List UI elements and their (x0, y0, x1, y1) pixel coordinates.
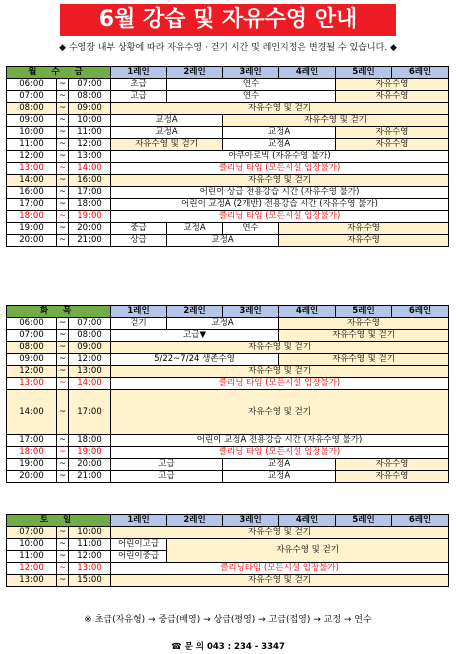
start-time: 17:00 (7, 435, 57, 447)
table-row: 14:00 ~ 16:00 자유수영 및 걷기 (7, 175, 449, 187)
end-time: 14:00 (69, 163, 111, 175)
free-swim-cell: 자유수영 및 걷기 (167, 539, 449, 563)
lane-header: 4레인 (279, 515, 336, 527)
table-row: 19:00 ~ 20:00 중급 교정A 연수 자유수영 (7, 223, 449, 235)
table-row: 07:00 ~ 10:00 자유수영 및 걷기 (7, 527, 449, 539)
lane-header: 2레인 (167, 306, 223, 318)
schedule-table-sat (6, 514, 449, 587)
lane-header: 4레인 (279, 67, 336, 79)
start-time: 10:00 (7, 127, 57, 139)
free-swim-cell: 자유수영 (336, 139, 449, 151)
start-time: 11:00 (7, 551, 57, 563)
end-time: 12:00 (69, 139, 111, 151)
end-time: 10:00 (69, 115, 111, 127)
end-time: 11:00 (69, 539, 111, 551)
class-cell: 어린이중급 (111, 551, 167, 563)
start-time: 06:00 (7, 318, 57, 330)
start-time: 18:00 (7, 447, 57, 459)
lane-header: 5레인 (336, 67, 392, 79)
class-cell: 교정A (111, 127, 223, 139)
free-swim-cell: 자유수영 및 걷기 (111, 139, 223, 151)
start-time: 08:00 (7, 103, 57, 115)
free-swim-cell: 자유수영 (336, 471, 449, 483)
cleaning-cell: 클리닝 타임 (모든시설 입장불가) (111, 378, 449, 390)
class-cell: 교정A (223, 459, 336, 471)
end-time: 12:00 (69, 354, 111, 366)
start-time: 09:00 (7, 115, 57, 127)
start-time: 09:00 (7, 354, 57, 366)
table-row: 19:00 ~ 20:00 고급 교정A 자유수영 (7, 459, 449, 471)
start-time: 19:00 (7, 459, 57, 471)
table-row: 11:00 ~ 12:00 어린이중급 (7, 551, 449, 563)
lane-header: 4레인 (279, 306, 336, 318)
free-swim-cell: 자유수영 (336, 127, 449, 139)
class-cell: 교정A (223, 127, 336, 139)
lane-header: 1레인 (111, 515, 167, 527)
lane-header: 2레인 (167, 515, 223, 527)
free-swim-cell: 자유수영 및 걷기 (279, 330, 449, 342)
lane-header: 3레인 (223, 515, 279, 527)
free-swim-cell: 자유수영 및 걷기 (111, 527, 449, 539)
end-time: 21:00 (69, 235, 111, 247)
class-cell: 아쿠아로빅 (자유수영 불가) (111, 151, 449, 163)
table-row: 09:00 ~ 10:00 교정A 자유수영 및 걷기 (7, 115, 449, 127)
free-swim-cell: 자유수영 및 걷기 (111, 366, 449, 378)
end-time: 09:00 (69, 342, 111, 354)
table-row: 17:00 ~ 18:00 어린이 교정A 전용강습 시간 (자유수영 불가) (7, 435, 449, 447)
class-cell: 교정A (223, 139, 336, 151)
notice-text: ◆ 수영장 내부 상황에 따라 자유수영 · 걷기 시간 및 레인지정은 변경될 수 있습니다. ◆ (59, 43, 397, 53)
start-time: 16:00 (7, 187, 57, 199)
table-row: 09:00 ~ 12:00 5/22~7/24 생존수영 자유수영 및 걷기 (7, 354, 449, 366)
end-time: 11:00 (69, 127, 111, 139)
table-row: 07:00 ~ 08:00 고급▼ 자유수영 및 걷기 (7, 330, 449, 342)
contact-phone: ☎ 문 의 043 : 234 - 3347 (171, 642, 285, 652)
start-time: 13:00 (7, 163, 57, 175)
end-time: 08:00 (69, 91, 111, 103)
cleaning-cell: 클리닝 타임 (모든시설 입장불가) (111, 447, 449, 459)
class-cell: 5/22~7/24 생존수영 (111, 354, 279, 366)
day-header-wmf: 월 수 금 (7, 67, 111, 79)
table-row: 06:00 ~ 07:00 걷기 교정A 자유수영 (7, 318, 449, 330)
lane-header: 1레인 (111, 306, 167, 318)
free-swim-cell: 자유수영 및 걷기 (111, 342, 449, 354)
start-time: 18:00 (7, 211, 57, 223)
class-cell: 걷기 (111, 318, 167, 330)
start-time: 07:00 (7, 91, 57, 103)
class-cell: 교정A (167, 318, 279, 330)
class-cell: 초급 (111, 79, 167, 91)
start-time: 14:00 (7, 175, 57, 187)
class-cell: 고급 (111, 471, 223, 483)
lane-header: 2레인 (167, 67, 223, 79)
end-time: 13:00 (69, 151, 111, 163)
start-time: 12:00 (7, 151, 57, 163)
class-cell: 교정A (167, 235, 279, 247)
end-time: 12:00 (69, 551, 111, 563)
table-row: 18:00 ~ 19:00 클리닝 타임 (모든시설 입장불가) (7, 447, 449, 459)
lane-header: 6레인 (392, 515, 449, 527)
class-cell: 교정A (223, 471, 336, 483)
start-time: 13:00 (7, 378, 57, 390)
end-time: 15:00 (69, 575, 111, 587)
class-cell: 상급 (111, 235, 167, 247)
start-time: 06:00 (7, 79, 57, 91)
start-time: 11:00 (7, 139, 57, 151)
table-row: 10:00 ~ 11:00 교정A 교정A 자유수영 (7, 127, 449, 139)
start-time: 12:00 (7, 366, 57, 378)
table-row: 06:00 ~ 07:00 초급 연수 자유수영 (7, 79, 449, 91)
class-cell: 어린이 상급 전용강습 시간 (자유수영 불가) (111, 187, 449, 199)
end-time: 18:00 (69, 435, 111, 447)
lane-header: 1레인 (111, 67, 167, 79)
table-row: 18:00 ~ 19:00 클리닝 타임 (모든시설 입장불가) (7, 211, 449, 223)
start-time: 07:00 (7, 330, 57, 342)
table-row: 08:00 ~ 09:00 자유수영 및 걷기 (7, 103, 449, 115)
end-time: 07:00 (69, 318, 111, 330)
free-swim-cell: 자유수영 및 걷기 (279, 354, 449, 366)
start-time: 20:00 (7, 235, 57, 247)
end-time: 13:00 (69, 563, 111, 575)
end-time: 13:00 (69, 366, 111, 378)
free-swim-cell: 자유수영 (336, 91, 449, 103)
free-swim-cell: 자유수영 및 걷기 (111, 103, 449, 115)
day-header-sat: 토 일 (7, 515, 111, 527)
table-row: 14:00 ~ 17:00 자유수영 및 걷기 (7, 390, 449, 435)
class-cell: 중급 (111, 223, 167, 235)
table-row: 20:00 ~ 21:00 고급 교정A 자유수영 (7, 471, 449, 483)
table-row: 16:00 ~ 17:00 어린이 상급 전용강습 시간 (자유수영 불가) (7, 187, 449, 199)
free-swim-cell: 자유수영 (336, 459, 449, 471)
free-swim-cell: 자유수영 (279, 235, 449, 247)
class-cell: 어린이 교정A (2개반) 전용강습 시간 (자유수영 불가) (111, 199, 449, 211)
class-cell: 연수 (223, 223, 279, 235)
cleaning-cell: 클리닝 타임 (모든시설 입장불가) (111, 211, 449, 223)
table-row: 17:00 ~ 18:00 어린이 교정A (2개반) 전용강습 시간 (자유수영 불가) (7, 199, 449, 211)
table-row: 10:00 ~ 11:00 어린이고급 자유수영 및 걷기 (7, 539, 449, 551)
free-swim-cell: 자유수영 (336, 79, 449, 91)
end-time: 20:00 (69, 459, 111, 471)
cleaning-cell: 클리닝타임 (모든시설 입장불가) (111, 563, 449, 575)
end-time: 18:00 (69, 199, 111, 211)
day-header-tt: 화 목 (7, 306, 111, 318)
start-time: 20:00 (7, 471, 57, 483)
end-time: 08:00 (69, 330, 111, 342)
table-row: 12:00 ~ 13:00 자유수영 및 걷기 (7, 366, 449, 378)
table-row: 20:00 ~ 21:00 상급 교정A 자유수영 (7, 235, 449, 247)
class-cell: 고급▼ (111, 330, 279, 342)
free-swim-cell: 자유수영 및 걷기 (111, 390, 449, 435)
cleaning-cell: 클리닝 타임 (모든시설 입장불가) (111, 163, 449, 175)
free-swim-cell: 자유수영 (279, 318, 449, 330)
level-order-note: ※ 초급(자유형) → 중급(배영) → 상급(평영) → 고급(접영) → 교정 → 연수 (84, 615, 372, 625)
lane-header: 6레인 (392, 306, 449, 318)
schedule-table-tt (6, 305, 449, 483)
start-time: 10:00 (7, 539, 57, 551)
table-row: 11:00 ~ 12:00 자유수영 및 걷기 교정A 자유수영 (7, 139, 449, 151)
class-cell: 연수 (167, 79, 336, 91)
end-time: 16:00 (69, 175, 111, 187)
end-time: 17:00 (69, 187, 111, 199)
lane-header: 6레인 (392, 67, 449, 79)
start-time: 07:00 (7, 527, 57, 539)
end-time: 07:00 (69, 79, 111, 91)
table-row: 07:00 ~ 08:00 고급 연수 자유수영 (7, 91, 449, 103)
lane-header: 3레인 (223, 67, 279, 79)
table-row: 13:00 ~ 15:00 자유수영 및 걷기 (7, 575, 449, 587)
end-time: 09:00 (69, 103, 111, 115)
table-row: 08:00 ~ 09:00 자유수영 및 걷기 (7, 342, 449, 354)
start-time: 08:00 (7, 342, 57, 354)
page-title: 6월 강습 및 자유수영 안내 (60, 4, 396, 36)
free-swim-cell: 자유수영 및 걷기 (111, 175, 449, 187)
schedule-table-wmf (6, 66, 449, 247)
end-time: 10:00 (69, 527, 111, 539)
lane-header: 3레인 (223, 306, 279, 318)
end-time: 14:00 (69, 378, 111, 390)
end-time: 20:00 (69, 223, 111, 235)
table-row: 12:00 ~ 13:00 아쿠아로빅 (자유수영 불가) (7, 151, 449, 163)
start-time: 12:00 (7, 563, 57, 575)
start-time: 14:00 (7, 390, 57, 435)
table-row: 13:00 ~ 14:00 클리닝 타임 (모든시설 입장불가) (7, 163, 449, 175)
free-swim-cell: 자유수영 (279, 223, 449, 235)
class-cell: 고급 (111, 91, 167, 103)
class-cell: 어린이고급 (111, 539, 167, 551)
class-cell: 교정A (167, 223, 223, 235)
lane-header: 5레인 (336, 515, 392, 527)
start-time: 17:00 (7, 199, 57, 211)
class-cell: 연수 (167, 91, 336, 103)
class-cell: 고급 (111, 459, 223, 471)
free-swim-cell: 자유수영 및 걷기 (111, 575, 449, 587)
table-row: 13:00 ~ 14:00 클리닝 타임 (모든시설 입장불가) (7, 378, 449, 390)
start-time: 13:00 (7, 575, 57, 587)
class-cell: 교정A (111, 115, 223, 127)
start-time: 19:00 (7, 223, 57, 235)
end-time: 21:00 (69, 471, 111, 483)
end-time: 19:00 (69, 211, 111, 223)
end-time: 17:00 (69, 390, 111, 435)
class-cell: 어린이 교정A 전용강습 시간 (자유수영 불가) (111, 435, 449, 447)
free-swim-cell: 자유수영 및 걷기 (223, 115, 449, 127)
end-time: 19:00 (69, 447, 111, 459)
table-row: 12:00 ~ 13:00 클리닝타임 (모든시설 입장불가) (7, 563, 449, 575)
lane-header: 5레인 (336, 306, 392, 318)
